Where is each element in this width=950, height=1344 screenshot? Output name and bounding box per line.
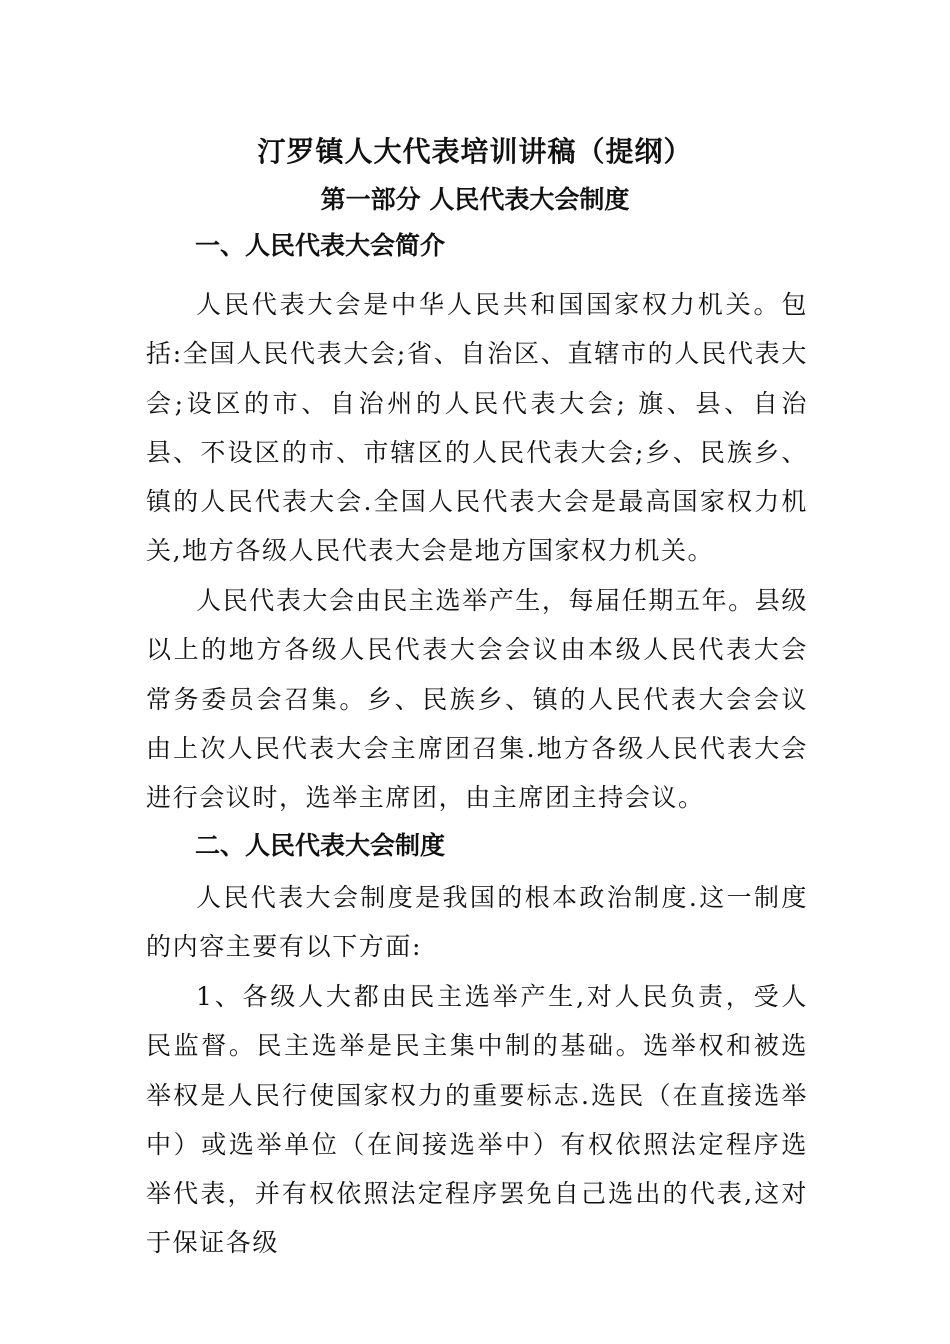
paragraph-1: 人民代表大会是中华人民共和国国家权力机关。包括:全国人民代表大会;省、自治区、直辖市的人民代表大会;设区的市、自治州的人民代表大会; 旗、县、自治县、不设区的市、市辖区的人民代表大会;乡、民族乡、镇的人民代表大会.全国人民代表大会是最高国家权力机关,地方各级人民代表大会是地方国家权力机关。 — [146, 290, 808, 566]
document-title: 汀罗镇人大代表培训讲稿（提纲） — [257, 135, 693, 168]
section-heading-2: 二、人民代表大会制度 — [195, 831, 446, 860]
paragraph-3: 人民代表大会制度是我国的根本政治制度.这一制度的内容主要有以下方面: — [146, 883, 808, 962]
section-heading-1: 一、人民代表大会简介 — [195, 231, 446, 260]
paragraph-2: 人民代表大会由民主选举产生，每届任期五年。县级以上的地方各级人民代表大会会议由本级人民代表大会常务委员会召集。乡、民族乡、镇的人民代表大会会议由上次人民代表大会主席团召集.地方各级人民代表大会进行会议时，选举主席团，由主席团主持会议。 — [146, 586, 808, 813]
part-title: 第一部分 人民代表大会制度 — [320, 185, 630, 214]
paragraph-4: 1、各级人大都由民主选举产生,对人民负责，受人民监督。民主选举是民主集中制的基础。选举权和被选举权是人民行使国家权力的重要标志.选民（在直接选举中）或选举单位（在间接选举中）有权依照法定程序选举代表，并有权依照法定程序罢免自己选出的代表,这对于保证各级 — [146, 982, 808, 1258]
